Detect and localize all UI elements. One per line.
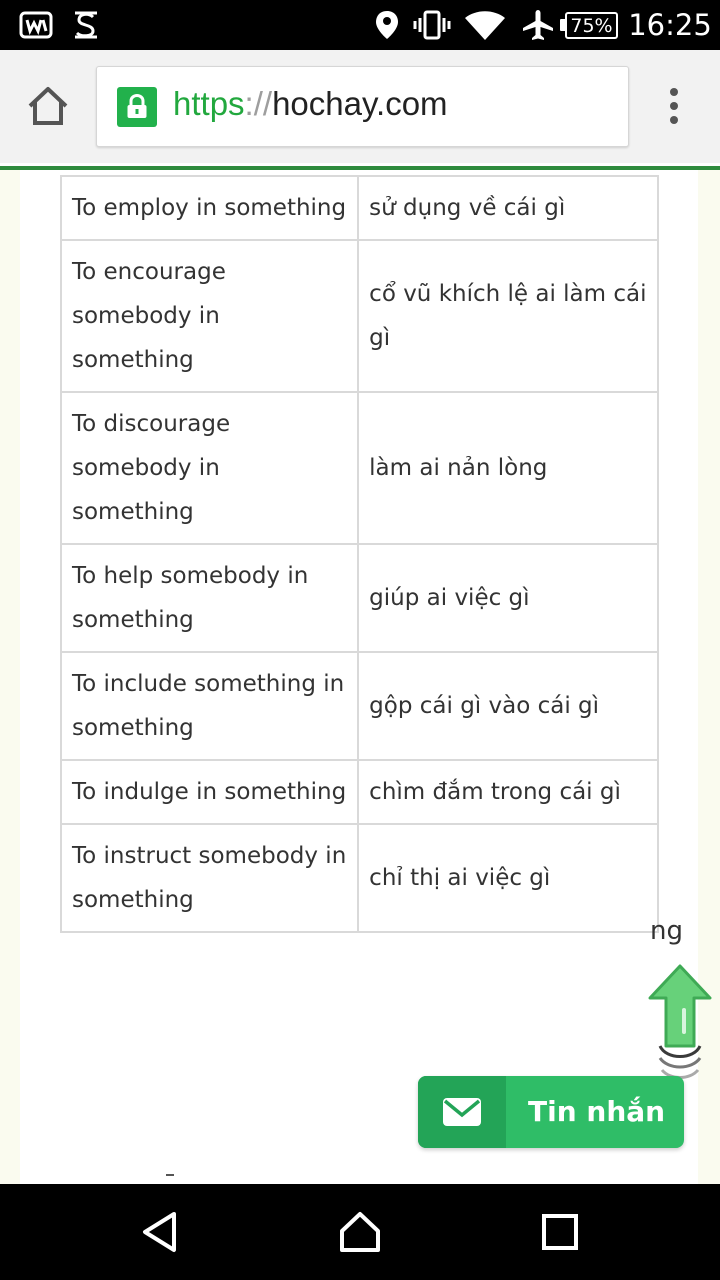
partial-heading-text: ng — [650, 916, 683, 946]
mail-icon — [418, 1076, 506, 1148]
english-phrase-cell: To encourage somebody in something — [61, 240, 358, 392]
english-phrase-cell: To indulge in something — [61, 760, 358, 824]
chat-button-label: Tin nhắn — [528, 1095, 666, 1128]
url-bar[interactable] — [96, 66, 629, 147]
lock-icon — [117, 87, 157, 127]
message-chat-button[interactable] — [418, 1076, 684, 1148]
overflow-menu-icon[interactable] — [656, 82, 692, 130]
table-row — [61, 652, 658, 760]
scroll-to-top-button[interactable] — [646, 962, 714, 1086]
page-content — [20, 170, 698, 1184]
status-bar — [0, 0, 720, 50]
navigation-bar — [0, 1184, 720, 1280]
home-nav-icon[interactable] — [330, 1202, 390, 1262]
vietnamese-meaning-cell: gộp cái gì vào cái gì — [358, 652, 658, 760]
recents-icon[interactable] — [530, 1202, 590, 1262]
english-phrase-cell: To help somebody in something — [61, 544, 358, 652]
vietnamese-meaning-cell: giúp ai việc gì — [358, 544, 658, 652]
english-phrase-cell: To instruct somebody in something — [61, 824, 358, 932]
s-app-icon — [66, 0, 106, 50]
url-text — [173, 85, 448, 123]
table-row — [61, 392, 658, 544]
url-host: hochay.com — [272, 85, 448, 122]
url-separator: :// — [244, 85, 273, 122]
home-icon[interactable] — [22, 80, 74, 132]
partial-glyph — [166, 1174, 174, 1180]
back-icon[interactable] — [130, 1202, 190, 1262]
table-row — [61, 824, 658, 932]
w-app-icon — [16, 0, 56, 50]
vietnamese-meaning-cell: chìm đắm trong cái gì — [358, 760, 658, 824]
vietnamese-meaning-cell: sử dụng về cái gì — [358, 176, 658, 240]
location-icon — [372, 0, 402, 50]
airplane-icon — [518, 0, 558, 50]
vibrate-icon — [410, 0, 454, 50]
url-scheme: https — [173, 85, 245, 122]
vietnamese-meaning-cell: làm ai nản lòng — [358, 392, 658, 544]
table-row — [61, 760, 658, 824]
clock: 16:25 — [628, 8, 712, 42]
english-phrase-cell: To employ in something — [61, 176, 358, 240]
vocabulary-table — [60, 175, 659, 933]
table-row — [61, 240, 658, 392]
table-row — [61, 544, 658, 652]
vietnamese-meaning-cell: chỉ thị ai việc gì — [358, 824, 658, 932]
english-phrase-cell: To include something in something — [61, 652, 358, 760]
english-phrase-cell: To discourage somebody in something — [61, 392, 358, 544]
battery-indicator: 75% — [565, 12, 618, 39]
wifi-icon — [462, 0, 508, 50]
table-row — [61, 176, 658, 240]
vietnamese-meaning-cell: cổ vũ khích lệ ai làm cái gì — [358, 240, 658, 392]
